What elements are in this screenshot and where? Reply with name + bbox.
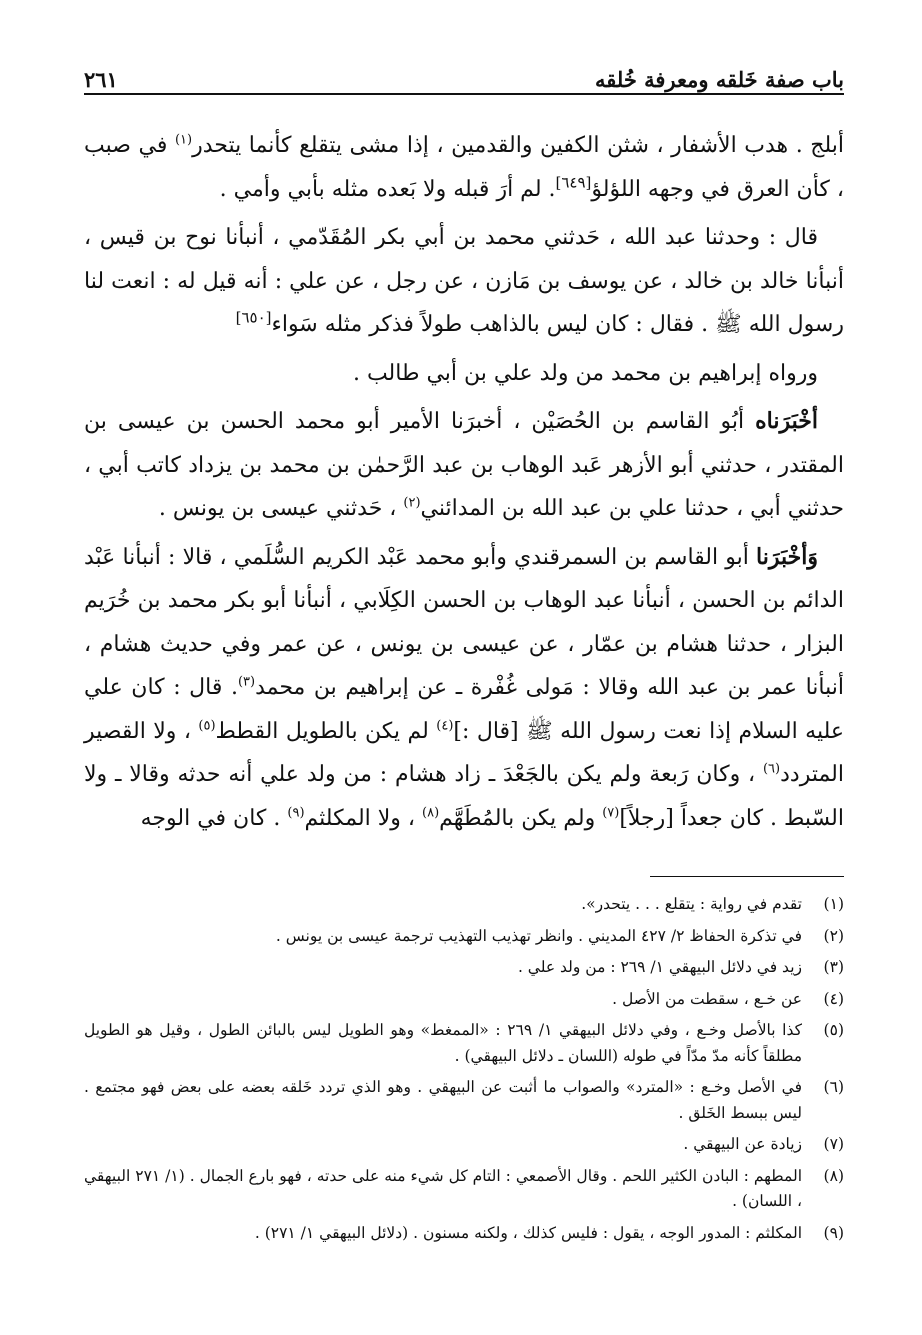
footnote-item (84, 892, 844, 918)
footnote-text: في الأصل وخـع : «المترد» والصواب ما أثبت عن البيهقي . وهو الذي تردد خَلقه بعضه على بعض فهو مجتمع . ليس ببسط الخَلق . (84, 1078, 802, 1122)
footnote-text: المكلثم : المدور الوجه ، يقول : فليس كذلك ، ولكنه مسنون . (دلائل البيهقي ١/ ٢٧١) . (254, 1223, 802, 1242)
footnote-number: (١) (823, 895, 844, 913)
chapter-title: باب صفة خَلقه ومعرفة خُلقه (594, 67, 844, 92)
footnote-item (84, 1221, 844, 1247)
footnote-ref-8: (٨) (422, 805, 440, 821)
paragraph-4: أخْبَرَناه أبُو القاسم بن الحُصَيْن ، أخبرَنا الأمير أبو محمد الحسن بن عيسى بن المقتدر ، حدثني أبو الأزهر عَبد الوهاب بن عبد الرَّحمٰن بن محمد بن يزداد كاتب أبي ، حدثني أبي ، حدثنا علي بن عبد الله بن المدائني$^{(٢)}$ ، حَدثني عيسى بن يونس . (84, 408, 844, 521)
footnote-item (84, 987, 844, 1013)
footnote-ref-5: (٥) (198, 718, 216, 734)
isnad-lead: أخْبَرَناه (755, 408, 818, 434)
footnote-number: (٦) (823, 1078, 844, 1096)
footnote-ref-6: (٦) (762, 761, 781, 777)
footnote-text: زيادة عن البيهقي . (683, 1135, 802, 1153)
footnote-ref-7: (٧) (602, 805, 620, 821)
footnote-item (84, 955, 844, 981)
footnote-ref-2: (٢) (403, 495, 421, 511)
footnotes (84, 892, 844, 1252)
footnote-item (84, 1075, 844, 1126)
footnote-text: تقدم في رواية : يتقلع . . . يتحدر». (581, 895, 802, 913)
paragraph-5: وَأخْبَرَنا أبو القاسم بن السمرقندي وأبو محمد عَبْد الكريم السُّلَمي ، قالا : أنبأنا عَبْد الدائم بن الحسن ، أنبأنا عبد الوهاب بن الحسن الكِلَابي ، أنبأنا أبو بكر محمد بن خُرَيم البزار ، حدثنا هشام بن عمّار ، عن عيسى بن يونس ، عن عمر وفي حديث هشام ، أنبأنا عمر بن عبد الله وقالا : مَولى غُفْرة ـ عن إبراهيم بن محمد$^{(٣)}$. قال : كان علي عليه السلام إذا نعت رسول الله ﷺ [قال :]$^{(٤)}$ لم يكن بالطويل القطط$^{(٥)}$ ، ولا القصير المتردد$^{(٦)}$ ، وكان رَبعة ولم يكن بالجَعْدَ ـ زاد هشام : من ولد علي أنه حدثه وقالا ـ ولا السّبط . كان جعداً [رجلاً]$^{(٧)}$ ولم يكن بالمُطَهَّم$^{(٨)}$ ، ولا المكلثم$^{(٩)}$ . كان في الوجه (84, 543, 845, 831)
page-header (84, 52, 844, 92)
footnote-number: (٢) (823, 926, 844, 945)
hadith-number-649: [٦٤٩] (555, 173, 592, 192)
paragraph-1: أبلج . هدب الأشفار ، شثن الكفين والقدمين ، إذا مشى يتقلع كأنما يتحدر$^{(١)}$ في صبب ، كأن العرق في وجهه اللؤلؤ[٦٤٩]. لم أرَ قبله ولا بَعده مثله بأبي وأمي . (84, 132, 845, 202)
footnote-item (84, 1164, 844, 1215)
footnote-number: (٥) (823, 1021, 844, 1039)
header-rule (84, 93, 844, 95)
footnote-number: (٧) (823, 1135, 844, 1153)
footnote-text: في تذكرة الحفاظ ٢/ ٤٢٧ المديني . وانظر تهذيب التهذيب ترجمة عيسى بن يونس . (275, 926, 802, 945)
footnote-number: (٩) (823, 1223, 844, 1242)
footnote-ref-3: (٣) (237, 674, 256, 690)
footnote-text: عن خـع ، سقطت من الأصل . (612, 989, 802, 1008)
footnote-item (84, 1018, 844, 1069)
footnote-text: زيد في دلائل البيهقي ١/ ٢٦٩ : من ولد علي . (517, 958, 802, 976)
footnote-number: (٨) (823, 1166, 844, 1185)
paragraph-2: قال : وحدثنا عبد الله ، حَدثني محمد بن أبي بكر المُقَدّمي ، أنبأنا نوح بن قيس ، أنبأنا خالد بن خالد ، عن يوسف بن مَازن ، عن رجل ، عن علي : أنه قيل له : انعت لنا رسول الله ﷺ . فقال : كان ليس بالذاهب طولاً فذكر مثله سَواء[٦٥٠] (84, 225, 844, 337)
footnote-ref-9: (٩) (287, 805, 305, 821)
hadith-number-650: [٦٥٠] (235, 308, 272, 327)
footnote-text: المطهم : البادن الكثير اللحم . وقال الأصمعي : التام كل شيء منه على حدته ، فهو بارع الجمال . (١/ ٢٧١ البيهقي ، اللسان) . (84, 1166, 803, 1210)
page-number: ٢٦١ (84, 67, 118, 92)
footnote-number: (٣) (823, 958, 844, 976)
footnote-number: (٤) (823, 989, 844, 1008)
footnote-text: كذا بالأصل وخـع ، وفي دلائل البيهقي ١/ ٢٦٩ : «الممغط» وهو الطويل ليس بالبائن الطول ، وقيل هو الطويل مطلقاً كأنه مدّ مدّاً في طوله (اللسان ـ دلائل البيهقي) . (84, 1021, 803, 1065)
isnad-lead: وَأخْبَرَنا (756, 543, 818, 570)
paragraph-3: ورواه إبراهيم بن محمد من ولد علي بن أبي طالب . (352, 360, 818, 386)
footnote-item (84, 1132, 844, 1158)
footnote-ref-1: (١) (174, 132, 193, 148)
footnote-ref-4: (٤) (436, 718, 454, 734)
footnote-divider (650, 876, 844, 877)
footnote-item (84, 924, 844, 950)
main-text (84, 124, 844, 845)
